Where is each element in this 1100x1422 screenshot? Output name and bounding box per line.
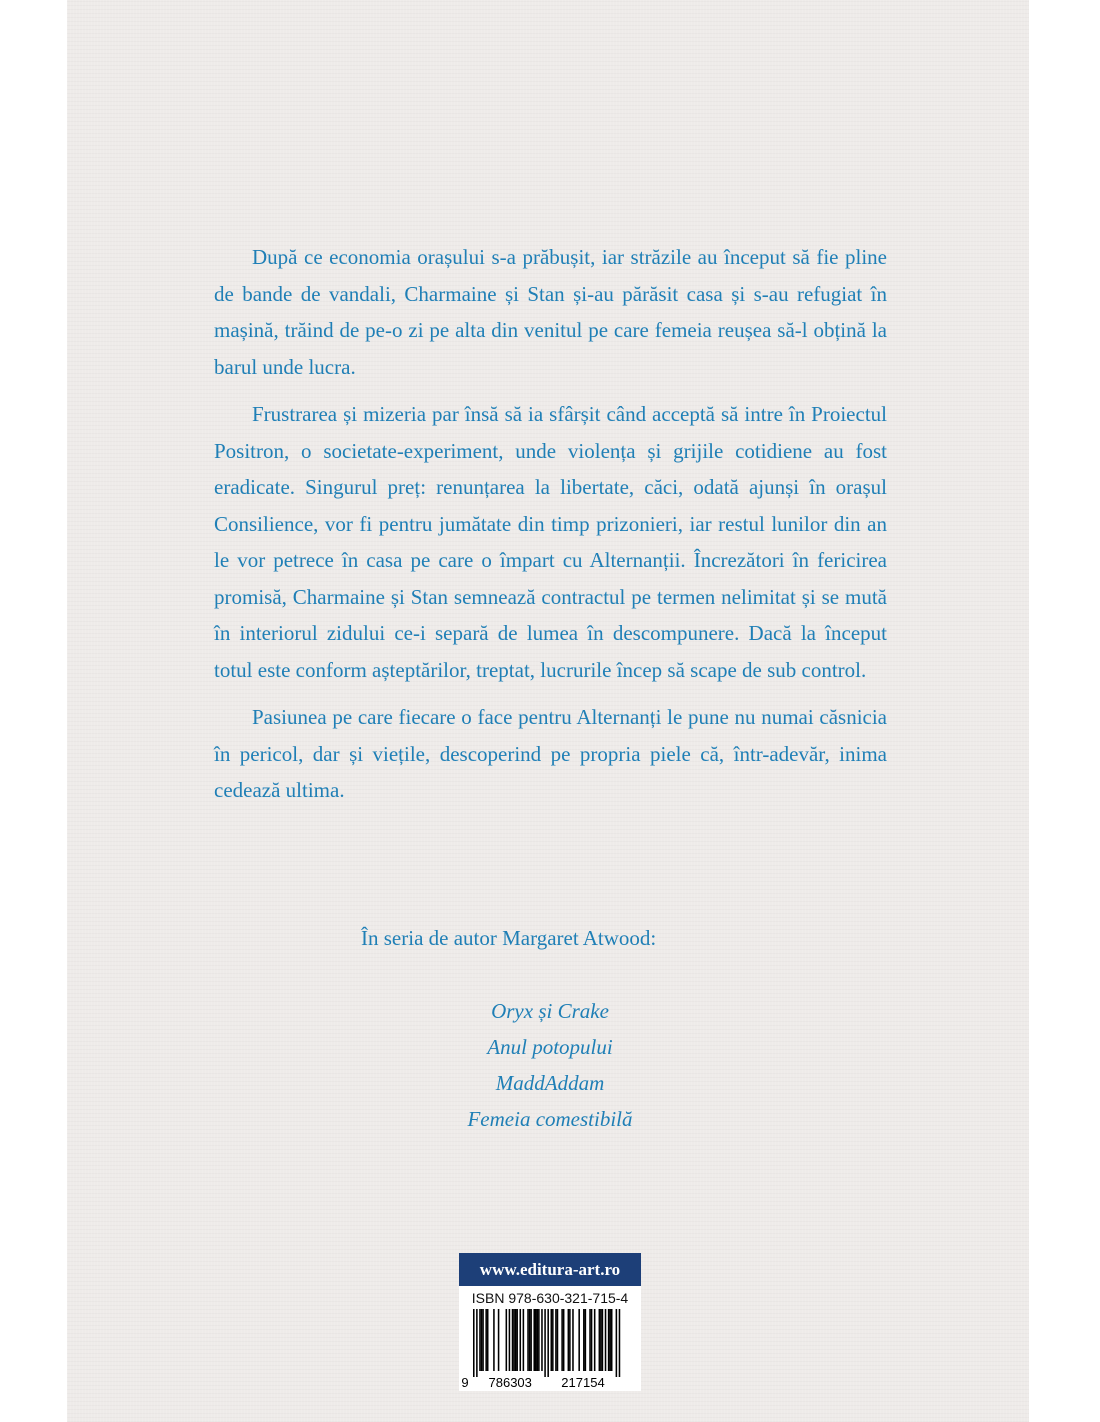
- barcode-digits: 786303: [488, 1375, 532, 1390]
- barcode-bar: [538, 1309, 540, 1371]
- barcode-bar: [485, 1309, 487, 1371]
- barcode-bar: [599, 1309, 601, 1371]
- isbn-label: ISBN 978-630-321-715-4: [471, 1290, 629, 1306]
- barcode-bar: [476, 1309, 478, 1377]
- barcode-bar: [512, 1309, 514, 1371]
- barcode-bar: [487, 1309, 489, 1371]
- barcode-bar: [473, 1309, 475, 1377]
- barcode-bar: [563, 1309, 565, 1371]
- series-titles-list: [300, 993, 800, 1137]
- barcode-bar: [561, 1309, 563, 1371]
- barcode-bar: [515, 1309, 517, 1371]
- barcode-bar: [529, 1309, 531, 1371]
- barcode-bar: [527, 1309, 529, 1371]
- barcode-bar: [493, 1309, 495, 1371]
- barcode-bar: [600, 1309, 602, 1371]
- barcode-bar: [605, 1309, 607, 1371]
- barcode-bar: [602, 1309, 604, 1371]
- barcode-bar: [541, 1309, 543, 1371]
- barcode-bar: [589, 1309, 591, 1371]
- barcode-bar: [609, 1309, 611, 1371]
- barcode-bar: [533, 1309, 535, 1371]
- synopsis-paragraph-2: Frustrarea și mizeria par însă să ia sfârșit când acceptă să intre în Proiectul Positron, o societate-experiment, unde violența și grijile cotidiene au fost eradicate. Singurul preț: renunțarea la libertate, căci, odată ajunși în orașul Consilience, vor fi pentru jumătate din timp prizonieri, iar restul lunilor din an le vor petrece în casa pe care o împart cu Alternanții. Încrezători în fericirea promisă, Charmaine și Stan semnează contractul pe termen nelimitat și se mută în interiorul zidului ce-i separă de lumea în descompunere. Dacă la început totul este conform așteptărilor, treptat, lucrurile încep să scape de sub control.: [214, 402, 887, 682]
- synopsis-paragraph-1: După ce economia orașului s-a prăbușit, iar străzile au început să fie pline de bande de vandali, Charmaine și Stan și-au părăsit casa și s-au refugiat în mașină, trăind de pe-o zi pe alta din venitul pe care femeia reușea să-l obțină la barul unde lucra.: [214, 245, 887, 379]
- synopsis: [214, 239, 887, 820]
- barcode-bar: [555, 1309, 557, 1371]
- series-heading: În seria de autor Margaret Atwood:: [361, 926, 657, 950]
- barcode-bar: [506, 1309, 508, 1371]
- barcode-bar: [585, 1309, 587, 1371]
- barcode-bar: [569, 1309, 571, 1371]
- barcode-bar: [608, 1309, 610, 1371]
- barcode-bar: [516, 1309, 518, 1371]
- barcode-bar: [616, 1309, 618, 1377]
- barcode-bar: [520, 1309, 522, 1371]
- barcode-bar: [568, 1309, 570, 1371]
- barcode-bar: [481, 1309, 483, 1371]
- barcode-bar: [583, 1309, 585, 1371]
- barcode-bar: [523, 1309, 525, 1371]
- barcode-bar: [591, 1309, 593, 1371]
- barcode-bar: [557, 1309, 559, 1371]
- barcode-digits: 9: [461, 1375, 469, 1390]
- barcode-bar: [482, 1309, 484, 1371]
- barcode-bar: [551, 1309, 553, 1371]
- barcode-bar: [611, 1309, 613, 1371]
- barcode-bar: [552, 1309, 554, 1371]
- barcode-bar: [535, 1309, 537, 1371]
- series-title: Oryx și Crake: [491, 999, 609, 1023]
- publisher-website: www.editura-art.ro: [459, 1253, 641, 1286]
- barcode-bar: [509, 1309, 511, 1371]
- series-title: MaddAddam: [495, 1071, 605, 1095]
- barcode-bar: [537, 1309, 539, 1371]
- barcode-bar: [530, 1309, 532, 1371]
- barcode-bar: [619, 1309, 621, 1377]
- barcode-digits: 217154: [561, 1375, 605, 1390]
- series-title: Anul potopului: [487, 1035, 613, 1059]
- barcode-bar: [572, 1309, 574, 1371]
- barcode-bar: [513, 1309, 515, 1371]
- barcode-bar: [547, 1309, 549, 1377]
- barcode-bar: [479, 1309, 481, 1371]
- synopsis-paragraph-3: Pasiunea pe care fiecare o face pentru Alternanți le pune nu numai căsnicia în pericol, dar și viețile, descoperind pe propria piele că, într-adevăr, inima cedează ultima.: [214, 705, 887, 802]
- barcode-bar: [498, 1309, 500, 1371]
- series-title: Femeia comestibilă: [467, 1107, 633, 1131]
- barcode-bar: [578, 1309, 580, 1371]
- barcode-bar: [594, 1309, 596, 1371]
- barcode-panel: [459, 1286, 641, 1391]
- barcode-image: [459, 1309, 641, 1391]
- barcode-bar: [544, 1309, 546, 1377]
